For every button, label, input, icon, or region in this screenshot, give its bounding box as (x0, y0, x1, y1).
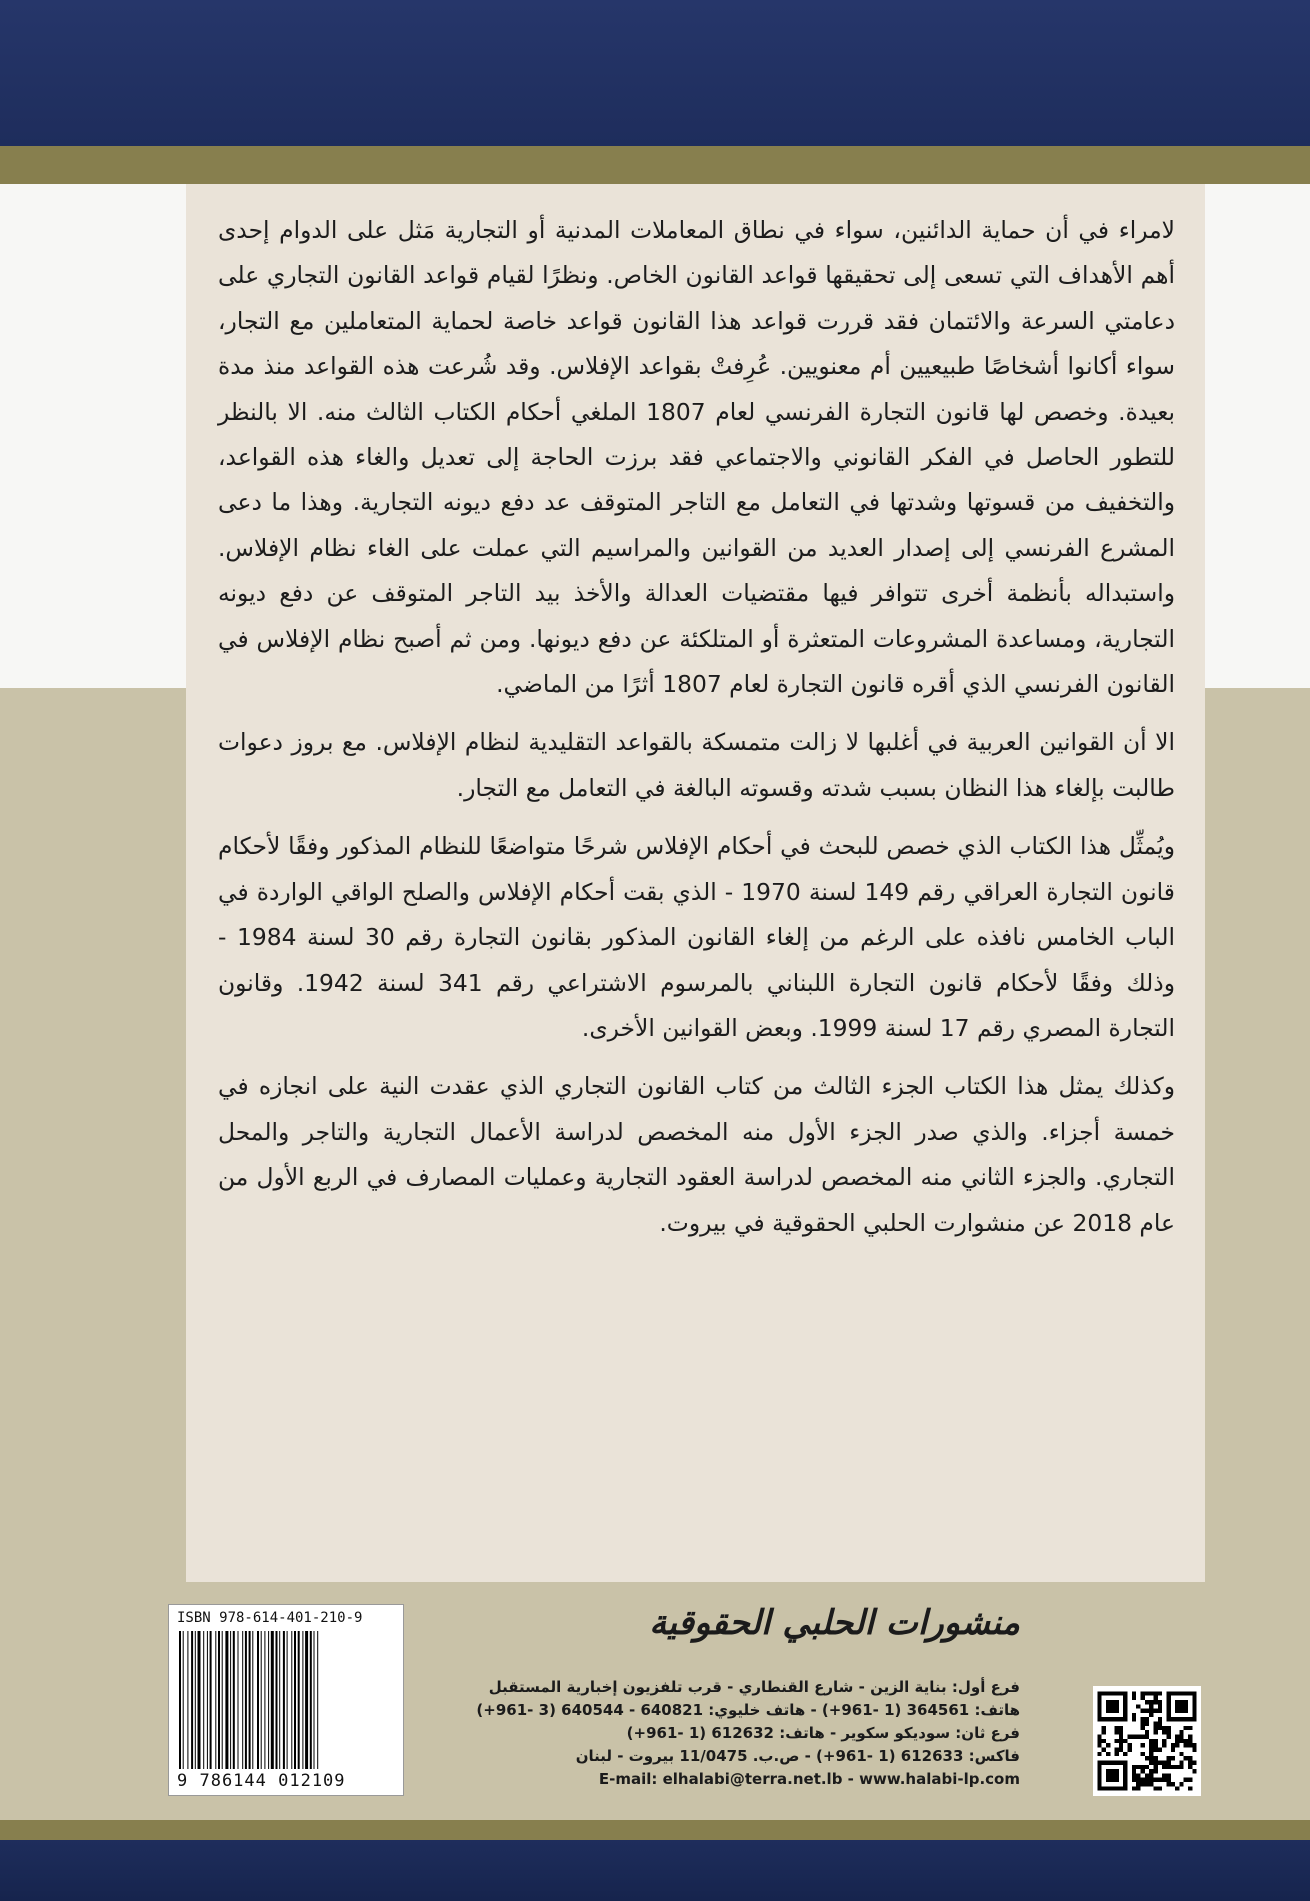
bottom-gold-stripe (0, 1820, 1310, 1840)
top-navy-band (0, 0, 1310, 146)
top-gold-stripe (0, 146, 1310, 184)
publisher-logo: منشورات الحلبي الحقوقية (649, 1603, 1020, 1643)
address-line-branch-2: فرع ثان: سوديكو سكوير - هاتف: 612632 (1 -961+) (626, 1724, 1020, 1742)
barcode-digits: 9 786144 012109 (177, 1771, 346, 1791)
description-paragraph-2: الا أن القوانين العربية في أغلبها لا زالت متمسكة بالقواعد التقليدية لنظام الإفلاس. مع بروز دعوات طالبت بإلغاء هذا النظان بسبب شدته وقسوته البالغة في التعامل مع التجار. (218, 728, 1175, 802)
address-line-fax: فاكس: 612633 (1 -961+) - ص.ب. 11/0475 بيروت - لبنان (575, 1747, 1020, 1765)
description-paragraph-1: لامراء في أن حماية الدائنين، سواء في نطاق المعاملات المدنية أو التجارية مَثل على الدوام إحدى أهم الأهداف التي تسعى إلى تحقيقها قواعد القانون الخاص. ونظرًا لقيام قواعد القانون التجاري على دعامتي السرعة والائتمان فقد قررت قواعد هذا القانون قواعد خاصة لحماية المتعاملين مع التجار، سواء أكانوا أشخاصًا طبيعيين أم معنويين. عُرِفتْ بقواعد الإفلاس. وقد شُرعت هذه القواعد منذ مدة بعيدة. وخصص لها قانون التجارة الفرنسي لعام 1807 الملغي أحكام الكتاب الثالث منه. الا بالنظر للتطور الحاصل في الفكر القانوني والاجتماعي فقد برزت الحاجة إلى تعديل والغاء هذه القواعد، والتخفيف من قسوتها وشدتها في التعامل مع التاجر المتوقف عد دفع ديونه التجارية. وهذا ما دعى المشرع الفرنسي إلى إصدار العديد من القوانين والمراسيم التي عملت على الغاء نظام الإفلاس. واستبداله بأنظمة أخرى تتوافر فيها مقتضيات العدالة والأخذ بيد التاجر المتوقف عن دفع ديونه التجارية، ومساعدة المشروعات المتعثرة أو المتلكئة عن دفع ديونها. ومن ثم أصبح نظام الإفلاس في القانون الفرنسي الذي أقره قانون التجارة لعام 1807 أثرًا من الماضي. (218, 216, 1175, 699)
qr-code-icon (1093, 1686, 1201, 1796)
isbn-label: ISBN 978-614-401-210-9 (177, 1610, 363, 1626)
isbn-barcode (168, 1604, 404, 1796)
address-line-phones-1: هاتف: 364561 (1 -961+) - هاتف خليوي: 640821 - 640544 (3 -961+) (476, 1701, 1020, 1719)
description-paragraph-4: وكذلك يمثل هذا الكتاب الجزء الثالث من كتاب القانون التجاري الذي عقدت النية على انجازه في خمسة أجزاء. والذي صدر الجزء الأول منه المخصص لدراسة الأعمال التجارية والتاجر والمحل التجاري. والجزء الثاني منه المخصص لدراسة العقود التجارية وعمليات المصارف في الربع الأول من عام 2018 عن منشوارت الحلبي الحقوقية في بيروت. (218, 1072, 1175, 1237)
publisher-address (476, 1676, 1020, 1791)
book-description-panel (186, 184, 1205, 1582)
description-paragraph-3: ويُمثِّل هذا الكتاب الذي خصص للبحث في أحكام الإفلاس شرحًا متواضعًا للنظام المذكور وفقًا لأحكام قانون التجارة العراقي رقم 149 لسنة 1970 - الذي بقت أحكام الإفلاس والصلح الواقي الواردة في الباب الخامس نافذه على الرغم من إلغاء القانون المذكور بقانون التجارة رقم 30 لسنة 1984 - وذلك وفقًا لأحكام قانون التجارة اللبناني بالمرسوم الاشتراعي رقم 341 لسنة 1942. وقانون التجارة المصري رقم 17 لسنة 1999. وبعض القوانين الأخرى. (218, 832, 1176, 1042)
address-line-branch-1: فرع أول: بناية الزين - شارع القنطاري - قرب تلفزيون إخبارية المستقبل (488, 1678, 1020, 1696)
bottom-navy-band (0, 1840, 1310, 1901)
barcode-bars (177, 1631, 395, 1769)
address-line-email-web: E-mail: elhalabi@terra.net.lb - www.halabi-lp.com (598, 1770, 1020, 1788)
